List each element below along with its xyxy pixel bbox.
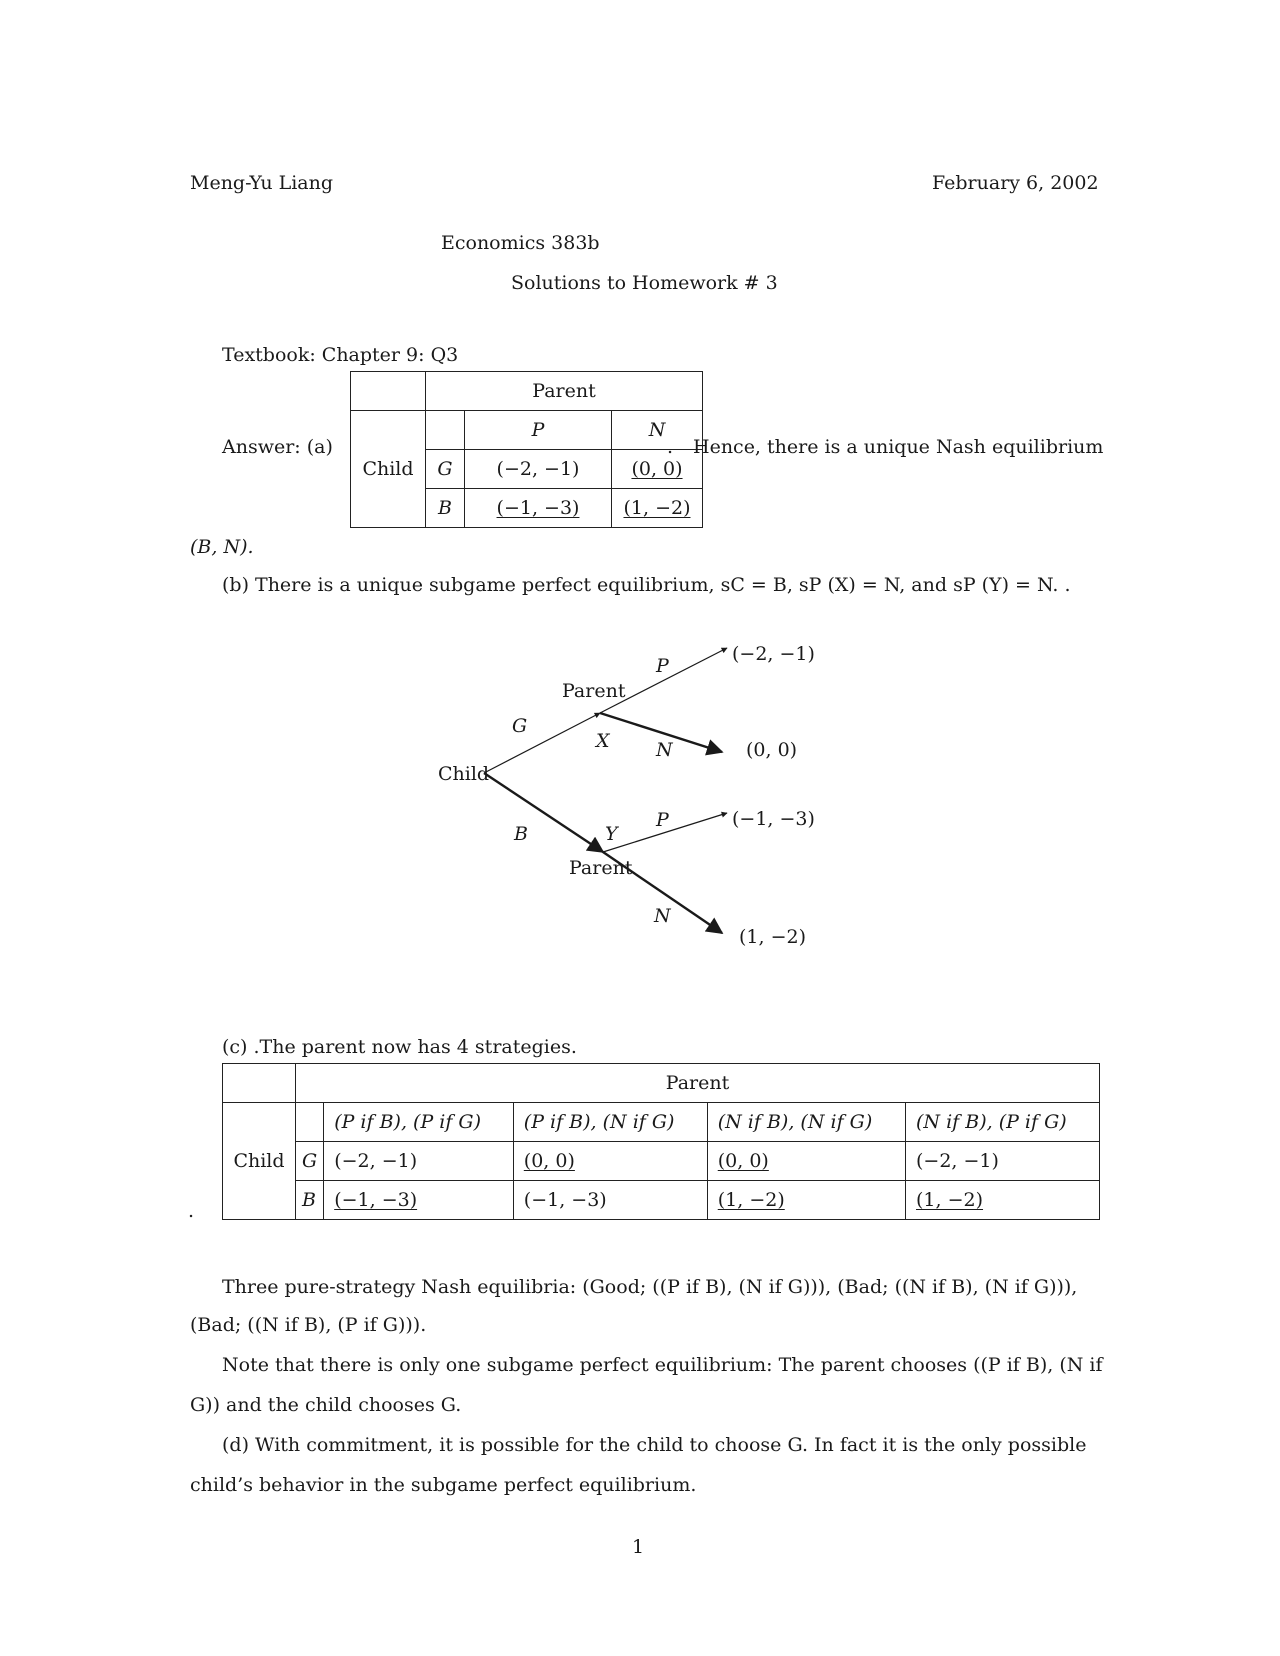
payoff-cell: (1, −2) [707,1181,905,1220]
section-source: Textbook: Chapter 9: Q3 [222,344,459,366]
tree-info-y: Y [605,823,618,845]
row-header-b: B [426,489,465,528]
payoff-cell: (−1, −3) [465,489,612,528]
strategy-header: (P if B), (N if G) [513,1103,707,1142]
tree-info-x: X [596,730,610,752]
tree-lower-player: Parent [569,857,633,879]
document-title: Solutions to Homework # 3 [511,272,778,294]
part-a-conclusion: Hence, there is a unique Nash equilibrium [693,436,1104,458]
row-header-b: B [296,1181,324,1220]
tree-upper-player: Parent [562,680,626,702]
note-text-line2: G)) and the child chooses G. [190,1394,462,1416]
row-player-label: Child [223,1103,296,1220]
table-period: . [667,436,674,458]
strategy-header: (N if B), (N if G) [707,1103,905,1142]
payoff-cell: (1, −2) [906,1181,1100,1220]
tree-payoff-bp: (−1, −3) [732,808,815,830]
course-title: Economics 383b [441,232,600,254]
payoff-cell: (−1, −3) [513,1181,707,1220]
column-player-label: Parent [296,1064,1100,1103]
matrix-inner-corner [296,1103,324,1142]
row-player-label: Child [351,411,426,528]
payoff-cell: (0, 0) [707,1142,905,1181]
stray-dot: . [188,1200,195,1222]
tree-payoff-gp: (−2, −1) [732,643,815,665]
author-name: Meng-Yu Liang [190,172,334,194]
row-header-g: G [296,1142,324,1181]
column-player-label: Parent [426,372,703,411]
strategy-header: (N if B), (P if G) [906,1103,1100,1142]
note-text-line1: Note that there is only one subgame perfect equilibrium: The parent chooses ((P if B), (N if [222,1354,1103,1376]
tree-edge-b [484,773,603,852]
tree-action-g: G [512,715,528,737]
tree-edge-g [484,713,600,773]
payoff-cell: (−2, −1) [324,1142,514,1181]
tree-lower-action-p: P [656,809,669,831]
tree-payoff-gn: (0, 0) [746,739,798,761]
payoff-cell: (−2, −1) [906,1142,1100,1181]
matrix-corner [223,1064,296,1103]
payoff-matrix-c [222,1063,1100,1220]
part-d-line2: child’s behavior in the subgame perfect equilibrium. [190,1474,697,1496]
part-c-intro: (c) .The parent now has 4 strategies. [222,1036,577,1058]
document-date: February 6, 2002 [932,172,1099,194]
part-a-label: Answer: (a) [222,436,333,458]
payoff-cell: (−1, −3) [324,1181,514,1220]
nash-equilibrium-a: (B, N). [190,536,254,558]
part-b-text: (b) There is a unique subgame perfect equilibrium, sC = B, sP (X) = N, and sP (Y) = N. . [222,574,1071,596]
tree-action-b: B [514,823,528,845]
tree-root-label: Child [438,763,490,785]
equilibria-text-line1: Three pure-strategy Nash equilibria: (Good; ((P if B), (N if G))), (Bad; ((N if B), (N if G))), [222,1276,1078,1298]
column-header-n: N [612,411,703,450]
row-header-g: G [426,450,465,489]
strategy-header: (P if B), (P if G) [324,1103,514,1142]
payoff-cell: (0, 0) [513,1142,707,1181]
tree-lower-action-n: N [654,905,671,927]
page-number: 1 [632,1536,645,1558]
equilibria-text-line2: (Bad; ((N if B), (P if G))). [190,1314,427,1336]
payoff-cell: (0, 0) [612,450,703,489]
payoff-cell: (−2, −1) [465,450,612,489]
payoff-cell: (1, −2) [612,489,703,528]
column-header-p: P [465,411,612,450]
part-d-line1: (d) With commitment, it is possible for the child to choose G. In fact it is the only possible [222,1434,1087,1456]
tree-upper-action-n: N [656,739,673,761]
tree-payoff-bn: (1, −2) [739,926,807,948]
tree-upper-action-p: P [656,655,669,677]
